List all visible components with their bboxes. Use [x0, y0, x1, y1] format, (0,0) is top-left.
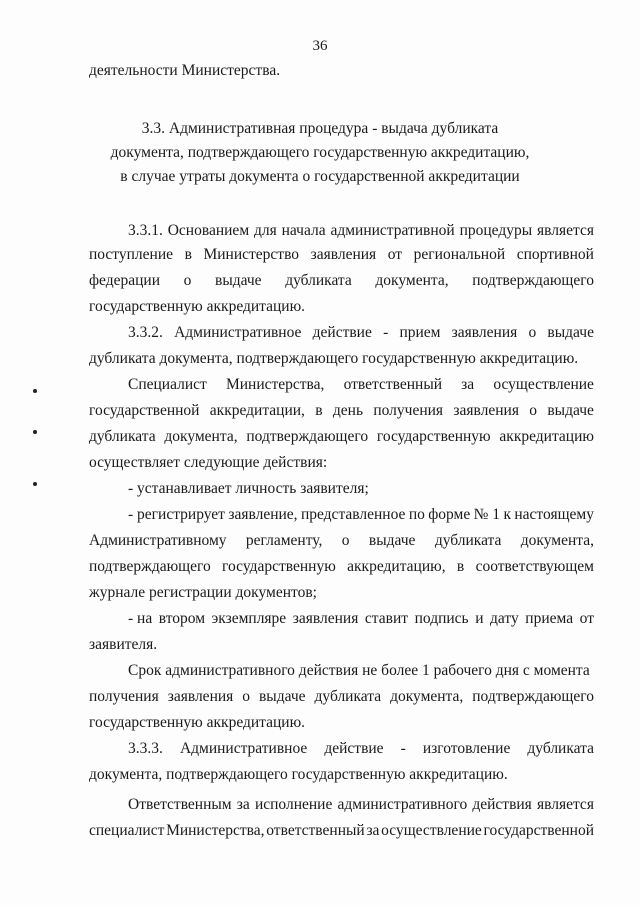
word: аккредитацию,	[347, 558, 446, 575]
word: действие	[312, 324, 372, 341]
word: выдаче	[215, 272, 262, 289]
list-item-line: журнале регистрации документов;	[89, 584, 317, 601]
word: заявления	[167, 688, 234, 705]
text-line: деятельности Министерства.	[89, 62, 281, 79]
paragraph-line	[128, 376, 594, 394]
word: Министерства,	[225, 376, 325, 393]
word: № 1	[473, 506, 501, 523]
word: государственной	[483, 822, 594, 839]
word: 3.3.3.	[128, 740, 163, 757]
paragraph-line: государственную аккредитацию.	[89, 714, 306, 731]
word: является	[537, 222, 594, 239]
word: представленное	[300, 506, 406, 523]
word: подтверждающего	[246, 428, 369, 445]
word: Административное	[179, 740, 308, 757]
word: за	[461, 376, 475, 393]
paragraph-line	[89, 688, 594, 706]
word: о	[242, 688, 251, 705]
word: в	[184, 246, 192, 263]
section-heading-line-2: документа, подтверждающего государственную аккредитацию,	[110, 144, 530, 161]
paragraph-line	[89, 822, 594, 840]
word: административного	[337, 796, 468, 813]
word: о	[529, 402, 538, 419]
paragraph-line	[128, 796, 594, 814]
word: в	[456, 558, 465, 575]
word: выдаче	[368, 532, 416, 549]
word: для	[253, 222, 277, 239]
word: Министерство	[203, 246, 300, 263]
paragraph-line	[89, 402, 594, 420]
word: экземпляре	[211, 610, 287, 627]
word: регламенту,	[245, 532, 323, 549]
word: к	[503, 506, 511, 523]
scan-mark	[33, 389, 37, 393]
word: региональной	[413, 246, 506, 263]
word: от	[579, 610, 594, 627]
word: Специалист	[128, 376, 207, 393]
word: день	[332, 402, 364, 419]
word: ответственный	[343, 376, 443, 393]
word: ставит	[364, 610, 409, 627]
word: подтверждающего	[472, 688, 594, 705]
word: государственную	[376, 428, 491, 445]
word: заявления	[451, 324, 518, 341]
word: форме	[428, 506, 471, 523]
word: выдаче	[547, 402, 594, 419]
word: заявления	[310, 246, 377, 263]
word: подпись	[414, 610, 469, 627]
word: получения	[373, 402, 444, 419]
word: спортивной	[516, 246, 594, 263]
word: дубликата	[314, 688, 382, 705]
word: в	[315, 402, 323, 419]
word: является	[536, 796, 594, 813]
word: действие	[324, 740, 384, 757]
word: процедуры	[459, 222, 533, 239]
word: осуществление	[493, 376, 594, 393]
word: выдаче	[258, 688, 306, 705]
word: от	[387, 246, 403, 263]
word: изготовление	[422, 740, 511, 757]
word: дубликата	[285, 272, 352, 289]
paragraph-line: документа, подтверждающего государственную аккредитацию.	[89, 766, 508, 783]
word: подтверждающего	[89, 558, 211, 575]
word: документа,	[520, 532, 594, 549]
page-number: 36	[312, 38, 328, 54]
word: прием	[399, 324, 441, 341]
word: действия	[472, 796, 532, 813]
word: втором	[158, 610, 206, 627]
word: по	[408, 506, 425, 523]
list-item: - устанавливает личность заявителя;	[128, 480, 369, 497]
list-item-line	[89, 532, 594, 550]
word: дубликата	[434, 532, 502, 549]
list-item-line	[128, 610, 594, 628]
word: -	[383, 324, 389, 341]
word: федерации	[89, 272, 160, 289]
list-item-line: заявителя.	[89, 636, 158, 653]
word: Министерства,	[166, 822, 265, 839]
word: документа,	[390, 688, 464, 705]
paragraph-line: дубликата документа, подтверждающего государственную аккредитацию.	[89, 350, 579, 367]
list-item-line	[128, 506, 594, 524]
word: дату	[490, 610, 519, 627]
word: начала	[281, 222, 326, 239]
word: заявления	[453, 402, 519, 419]
word: и	[475, 610, 484, 627]
word: о	[341, 532, 350, 549]
word: государственной	[89, 402, 200, 419]
paragraph-line	[89, 246, 594, 264]
paragraph-line	[89, 428, 594, 446]
word: документа,	[375, 272, 449, 289]
word: документа,	[164, 428, 238, 445]
word: Основанием	[167, 222, 250, 239]
word: Ответственным	[128, 796, 232, 813]
word: приема	[525, 610, 574, 627]
paragraph-line: государственную аккредитацию.	[89, 298, 306, 315]
scan-mark	[33, 482, 37, 486]
paragraph-line	[89, 272, 594, 290]
word: исполнение	[254, 796, 333, 813]
paragraph-line: Срок административного действия не более 1 рабочего дня с момента	[128, 662, 590, 679]
paragraph-line	[128, 324, 594, 342]
word: поступление	[89, 246, 174, 263]
word: подтверждающего	[472, 272, 594, 289]
word: заявления	[292, 610, 359, 627]
word: - на	[128, 610, 153, 627]
word: -	[400, 740, 406, 757]
word: дубликата	[89, 428, 156, 445]
word: выдаче	[547, 324, 594, 341]
word: 3.3.1.	[128, 222, 163, 239]
word: административной	[330, 222, 455, 239]
word: - регистрирует	[128, 506, 225, 523]
word: специалист	[89, 822, 165, 839]
word: соответствующем	[475, 558, 594, 575]
word: за	[236, 796, 250, 813]
word: ответственный	[266, 822, 365, 839]
word: заявление,	[228, 506, 298, 523]
word: аккредитации,	[209, 402, 305, 419]
section-heading-line-3: в случае утраты документа о государственной аккредитации	[120, 168, 520, 185]
word: Административное	[174, 324, 302, 341]
paragraph-line	[128, 222, 594, 240]
paragraph-line: осуществляет следующие действия:	[89, 454, 328, 471]
word: дубликата	[527, 740, 594, 757]
word: о	[183, 272, 192, 289]
scan-mark	[33, 430, 37, 434]
list-item-line	[89, 558, 594, 576]
word: за	[366, 822, 380, 839]
word: государственную	[222, 558, 336, 575]
word: Административному	[89, 532, 227, 549]
word: о	[528, 324, 537, 341]
word: 3.3.2.	[128, 324, 163, 341]
word: осуществление	[381, 822, 482, 839]
paragraph-line	[128, 740, 594, 758]
word: получения	[89, 688, 159, 705]
word: настоящему	[514, 506, 594, 523]
word: аккредитацию	[499, 428, 594, 445]
section-heading-line-1: 3.3. Административная процедура - выдача дубликата	[141, 120, 499, 137]
